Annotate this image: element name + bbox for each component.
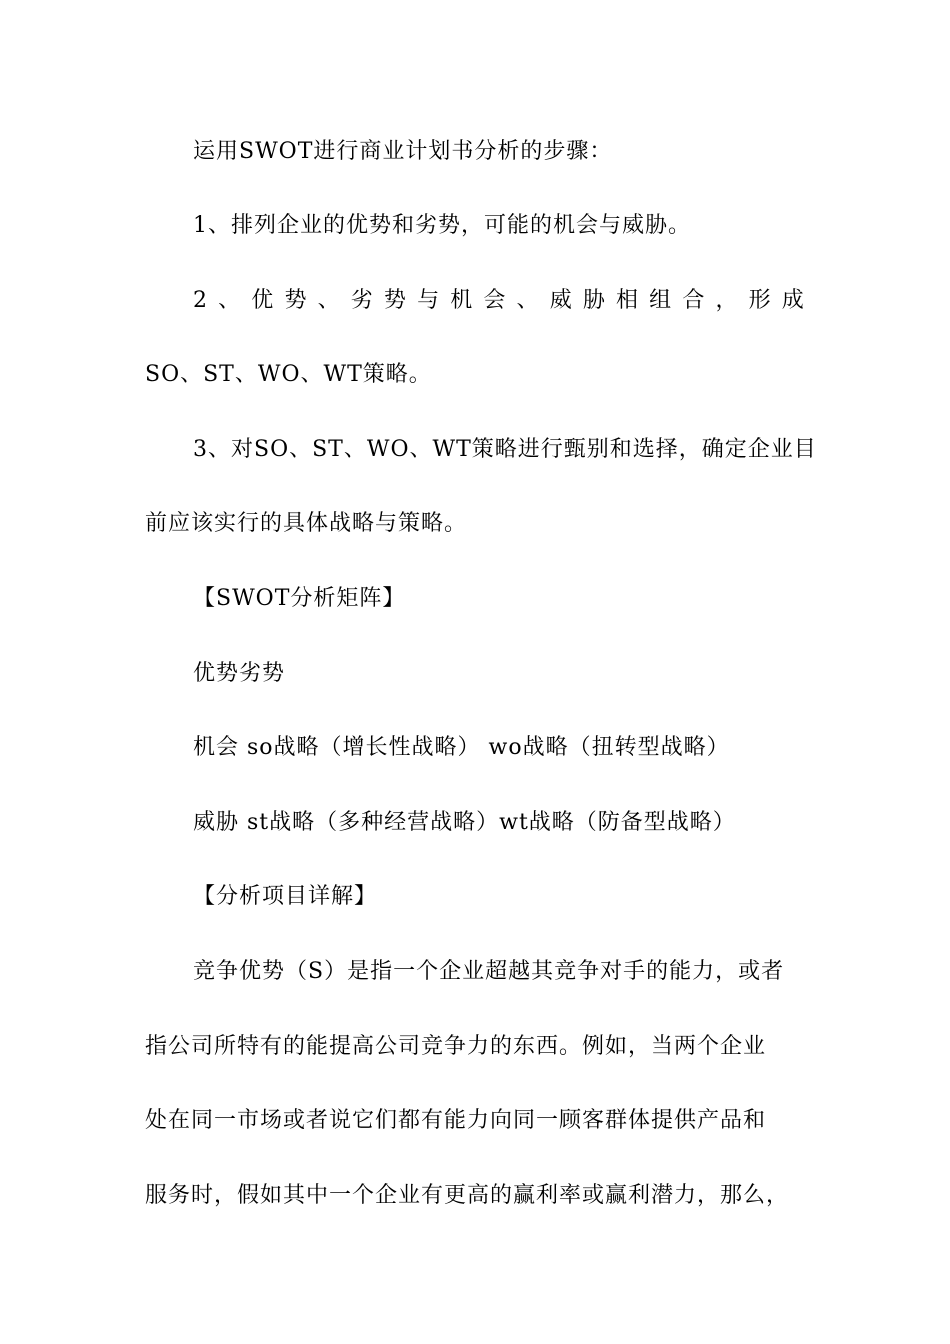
section-heading-swot-matrix: 【SWOT分析矩阵】: [193, 586, 406, 611]
step-2-char: 与: [417, 288, 441, 313]
step-2-char: 、: [317, 288, 341, 313]
step-2-char: ，: [715, 288, 739, 313]
step-2-char: 胁: [582, 288, 606, 313]
paragraph-step-2-line-1: [193, 286, 805, 316]
paragraph-step-1: 1、排列企业的优势和劣势，可能的机会与威胁。: [193, 213, 691, 238]
paragraph-strength-line-4: 服务时，假如其中一个企业有更高的赢利率或赢利潜力，那么，: [145, 1183, 790, 1208]
step-2-char: 相: [616, 288, 640, 313]
matrix-header: 优势劣势: [193, 661, 286, 686]
paragraph-intro: 运用SWOT进行商业计划书分析的步骤：: [193, 139, 613, 164]
step-2-char: 形: [748, 288, 772, 313]
step-2-char: 势: [383, 288, 407, 313]
step-2-char: 、: [516, 288, 540, 313]
paragraph-step-3-line-1: 3、对SO、ST、WO、WT策略进行甄别和选择，确定企业目: [193, 437, 817, 462]
step-2-char: 、: [218, 288, 242, 313]
paragraph-strength-line-3: 处在同一市场或者说它们都有能力向同一顾客群体提供产品和: [145, 1108, 767, 1133]
section-heading-analysis-details: 【分析项目详解】: [193, 884, 378, 909]
step-2-char: 机: [450, 288, 474, 313]
paragraph-strength-line-1: 竞争优势（S）是指一个企业超越其竞争对手的能力，或者: [193, 959, 785, 984]
paragraph-strength-line-2: 指公司所特有的能提高公司竞争力的东西。例如，当两个企业: [145, 1034, 767, 1059]
matrix-row-threat: 威胁 st战略（多种经营战略）wt战略（防备型战略）: [193, 810, 736, 835]
step-2-char: 2: [193, 288, 208, 313]
step-2-char: 势: [284, 288, 308, 313]
paragraph-step-3-line-2: 前应该实行的具体战略与策略。: [145, 511, 468, 536]
step-2-char: 威: [549, 288, 573, 313]
matrix-row-opportunity: 机会 so战略（增长性战略） wo战略（扭转型战略）: [193, 735, 730, 760]
step-2-char: 会: [483, 288, 507, 313]
step-2-char: 成: [781, 288, 805, 313]
step-2-char: 组: [649, 288, 673, 313]
step-2-char: 劣: [350, 288, 374, 313]
step-2-char: 优: [251, 288, 275, 313]
step-2-char: 合: [682, 288, 706, 313]
paragraph-step-2-line-2: SO、ST、WO、WT策略。: [145, 362, 432, 387]
